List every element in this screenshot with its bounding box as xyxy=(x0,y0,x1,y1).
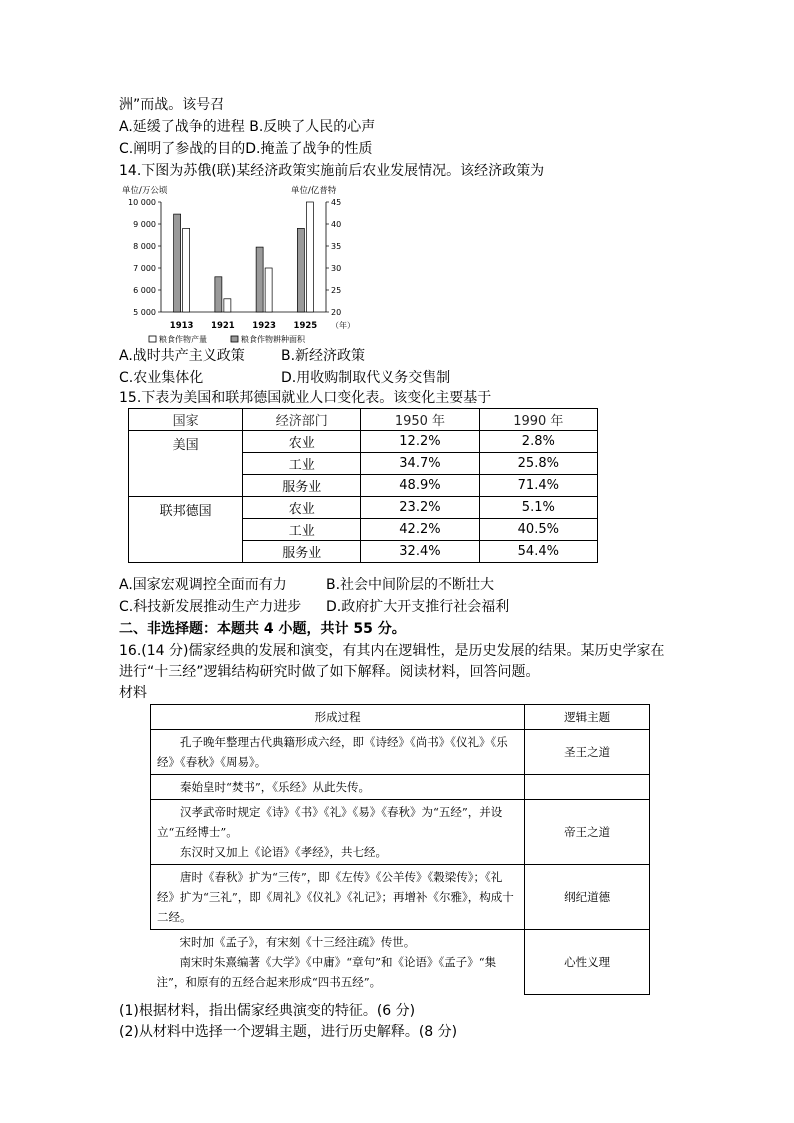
bar-output-1923 xyxy=(265,268,272,312)
theme-cell: 帝王之道 xyxy=(525,800,650,865)
theme-cell: 纲纪道德 xyxy=(525,865,650,930)
q14-option-d: D.用收购制取代义务交售制 xyxy=(281,370,451,386)
q13-options-cd: C.阐明了参战的目的D.掩盖了战争的性质 xyxy=(119,141,373,157)
q16-sub1: (1)根据材料，指出儒家经典演变的特征。(6 分) xyxy=(119,1003,416,1019)
table-row xyxy=(151,865,650,930)
x-tick-label: 1921 xyxy=(211,321,235,331)
value-cell: 5.1% xyxy=(479,497,597,519)
process-text: 唐时《春秋》扩为“三传”，即《左传》《公羊传》《穀梁传》；《礼经》扩为“三礼”，即《周礼》《仪礼》《礼记》；再增补《尔雅》，构成十二经。 xyxy=(157,870,514,924)
sector-cell: 工业 xyxy=(243,519,361,541)
header-1990: 1990 年 xyxy=(479,409,597,431)
q15-stem: 15.下表为美国和联邦德国就业人口变化表。该变化主要基于 xyxy=(119,390,492,406)
q16-stem-line1: 16.(14 分)儒家经典的发展和演变，有其内在逻辑性，是历史发展的结果。某历史学家在 xyxy=(119,643,665,659)
q14-option-a: A.战时共产主义政策 xyxy=(119,348,245,364)
process-text: 东汉时又加上《论语》《孝经》，共七经。 xyxy=(180,845,387,859)
theme-cell: 心性义理 xyxy=(525,930,650,995)
q14-option-c: C.农业集体化 xyxy=(119,370,204,386)
x-unit-label: （年） xyxy=(331,321,355,330)
sector-cell: 服务业 xyxy=(243,541,361,563)
table-row xyxy=(151,730,650,775)
q15-option-b: B.社会中间阶层的不断壮大 xyxy=(326,577,495,593)
agriculture-bar-chart xyxy=(119,182,359,347)
table-header-row xyxy=(129,409,598,431)
left-tick-label: 7 000 xyxy=(133,264,156,273)
value-cell: 25.8% xyxy=(479,453,597,475)
header-theme: 逻辑主题 xyxy=(525,705,650,730)
left-tick-label: 6 000 xyxy=(133,286,156,295)
right-axis-label: 单位/亿普特 xyxy=(291,186,337,196)
table-row xyxy=(129,497,598,519)
q15-option-c: C.科技新发展推动生产力进步 xyxy=(119,599,302,615)
bar-area-1921 xyxy=(215,277,222,312)
chart-legend xyxy=(149,334,306,344)
left-tick-label: 5 000 xyxy=(133,308,156,317)
material-label: 材料 xyxy=(119,685,147,701)
country-cell: 美国 xyxy=(129,431,243,497)
q13-options-ab: A.延缓了战争的进程 B.反映了人民的心声 xyxy=(119,119,376,135)
table-row xyxy=(151,800,650,865)
value-cell: 71.4% xyxy=(479,475,597,497)
value-cell: 32.4% xyxy=(361,541,479,563)
q14-option-b: B.新经济政策 xyxy=(281,348,366,364)
q16-sub2: (2)从材料中选择一个逻辑主题，进行历史解释。(8 分) xyxy=(119,1024,458,1040)
table-header-row xyxy=(151,705,650,730)
header-1950: 1950 年 xyxy=(361,409,479,431)
left-axis-label: 单位/万公顷 xyxy=(122,186,168,196)
value-cell: 34.7% xyxy=(361,453,479,475)
x-tick-label: 1923 xyxy=(252,321,276,331)
country-cell: 联邦德国 xyxy=(129,497,243,563)
legend-swatch-area xyxy=(231,336,238,342)
x-tick-label: 1913 xyxy=(169,321,194,331)
q15-option-d: D.政府扩大开支推行社会福利 xyxy=(326,599,510,615)
legend-swatch-output xyxy=(149,336,156,342)
header-sector: 经济部门 xyxy=(243,409,361,431)
right-tick-label: 25 xyxy=(331,286,342,295)
bar-area-1913 xyxy=(174,214,181,312)
table-row xyxy=(151,775,650,800)
header-process: 形成过程 xyxy=(151,705,525,730)
theme-cell xyxy=(525,775,650,800)
value-cell: 54.4% xyxy=(479,541,597,563)
sector-cell: 农业 xyxy=(243,431,361,453)
q14-stem: 14.下图为苏俄(联)某经济政策实施前后农业发展情况。该经济政策为 xyxy=(119,163,545,179)
bar-output-1921 xyxy=(224,299,231,312)
value-cell: 48.9% xyxy=(361,475,479,497)
value-cell: 40.5% xyxy=(479,519,597,541)
left-tick-label: 9 000 xyxy=(133,220,156,229)
value-cell: 23.2% xyxy=(361,497,479,519)
process-text: 南宋时朱熹编著《大学》《中庸》“章句”和《论语》《孟子》“集注”，和原有的五经合起来形成“四书五经”。 xyxy=(156,955,497,989)
process-text: 宋时加《孟子》，有宋刻《十三经注疏》传世。 xyxy=(179,935,416,949)
value-cell: 12.2% xyxy=(361,431,479,453)
value-cell: 42.2% xyxy=(361,519,479,541)
theme-cell: 圣王之道 xyxy=(525,730,650,775)
q15-option-a: A.国家宏观调控全面而有力 xyxy=(119,577,287,593)
right-tick-label: 35 xyxy=(331,242,342,251)
process-text: 汉孝武帝时规定《诗》《书》《礼》《易》《春秋》为“五经”，并设立“五经博士”。 xyxy=(157,805,503,839)
header-country: 国家 xyxy=(129,409,243,431)
legend-label-area: 粮食作物耕种面积 xyxy=(241,335,305,344)
sector-cell: 工业 xyxy=(243,453,361,475)
value-cell: 2.8% xyxy=(479,431,597,453)
bar-area-1925 xyxy=(297,228,304,312)
right-tick-label: 30 xyxy=(331,264,342,273)
legend-label-output: 粮食作物产量 xyxy=(159,335,207,344)
process-text: 秦始皇时“焚书”，《乐经》从此失传。 xyxy=(180,780,371,794)
section-heading: 二、非选择题：本题共 4 小题，共计 55 分。 xyxy=(119,621,406,637)
left-tick-label: 10 000 xyxy=(128,198,156,207)
table-row xyxy=(151,930,650,995)
table-row xyxy=(129,431,598,453)
bar-area-1923 xyxy=(256,247,263,312)
q16-stem-line2: 进行“十三经”逻辑结构研究时做了如下解释。阅读材料，回答问题。 xyxy=(119,664,540,680)
left-tick-label: 8 000 xyxy=(133,242,156,251)
process-text: 孔子晚年整理古代典籍形成六经，即《诗经》《尚书》《仪礼》《乐经》《春秋》《周易》。 xyxy=(157,735,508,769)
right-tick-label: 20 xyxy=(331,308,342,317)
employment-table xyxy=(128,408,598,563)
x-tick-label: 1925 xyxy=(293,321,318,331)
right-tick-label: 45 xyxy=(331,198,342,207)
classics-table xyxy=(150,704,650,995)
q13-stem-tail: 洲”而战。该号召 xyxy=(119,97,225,113)
right-tick-label: 40 xyxy=(331,220,342,229)
bar-output-1913 xyxy=(183,228,190,312)
sector-cell: 农业 xyxy=(243,497,361,519)
sector-cell: 服务业 xyxy=(243,475,361,497)
bar-output-1925 xyxy=(306,202,313,312)
